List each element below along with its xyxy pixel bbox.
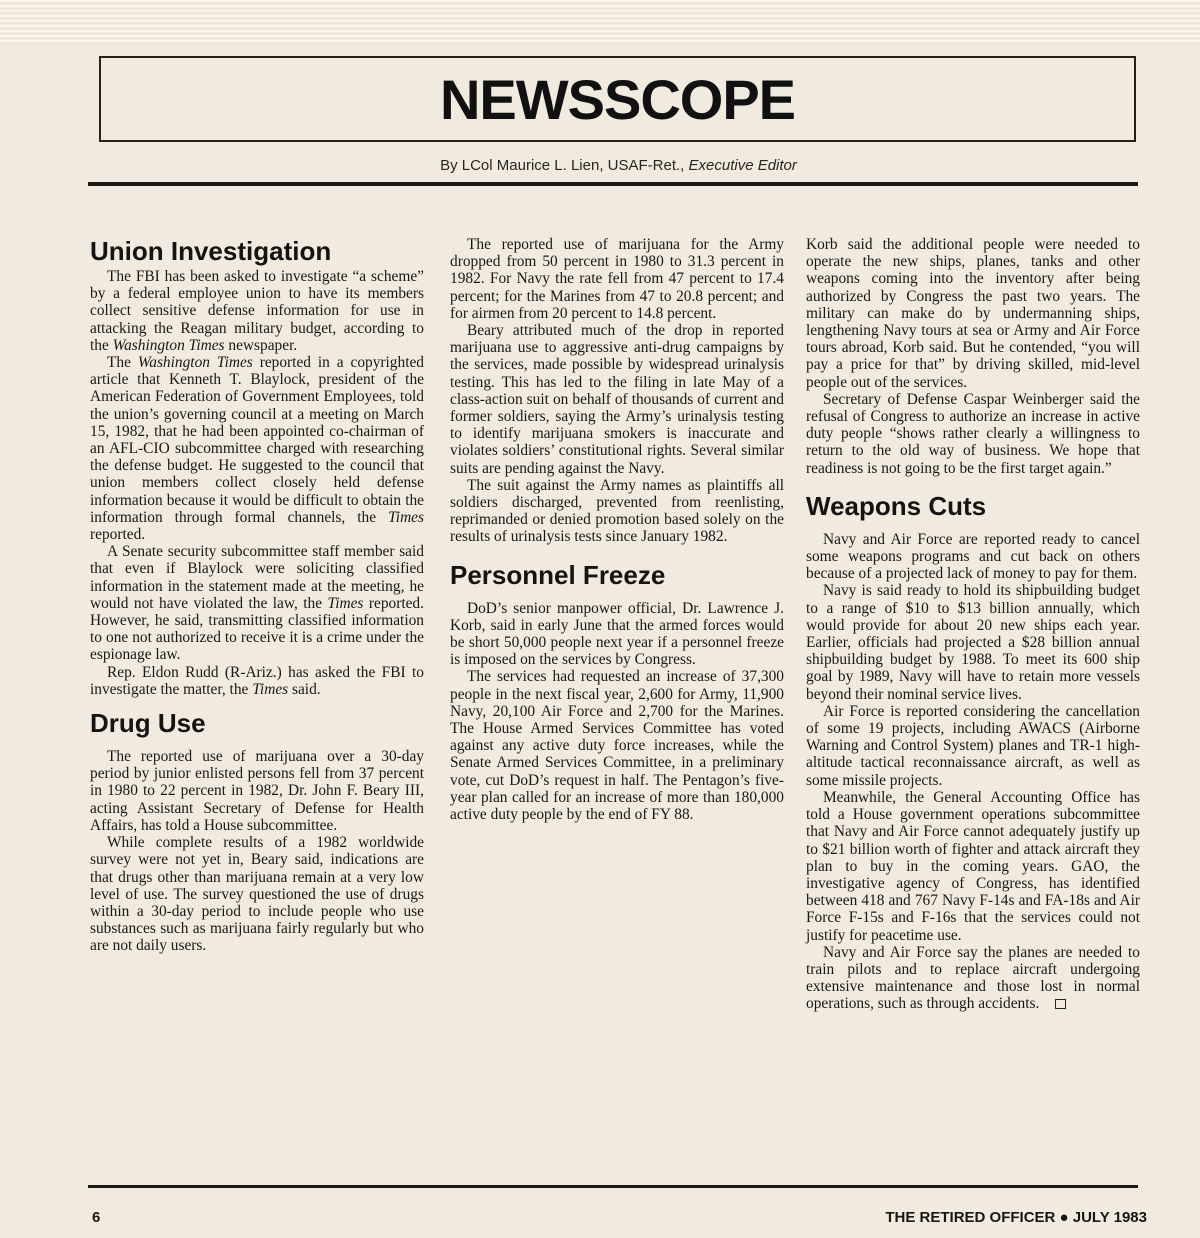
weapons-paragraph-3: Air Force is reported considering the cancellation of some 19 projects, including AWACS (Airborne Warning and Control System) planes and TR-1 high-altitude tactical reconnaissance aircraft, as well as some missile projects.: [806, 702, 1140, 789]
text: Rep. Eldon Rudd (R-Ariz.) has asked the FBI to investigate the matter, the: [90, 663, 424, 698]
heading-drug-use: Drug Use: [90, 708, 206, 739]
text: newspaper.: [224, 336, 298, 354]
personnel-paragraph-1: DoD’s senior manpower official, Dr. Lawrence J. Korb, said in early June that the armed forces would be short 50,000 people next year if a personnel freeze is imposed on the services by Congress.: [450, 599, 784, 669]
text: reported.: [90, 526, 146, 544]
byline: [0, 157, 1200, 174]
column-3: [806, 236, 1140, 1013]
drug-paragraph-1: The reported use of marijuana over a 30-day period by junior enlisted persons fell from 37 percent in 1980 to 22 percent in 1982, Dr. John F. Beary III, acting Assistant Secretary of Defense for Health Affairs, has told a House subcommittee.: [90, 748, 424, 834]
drug-paragraph-4: Beary attributed much of the drop in reported marijuana use to aggressive anti-drug campaigns by the services, made possible by widespread urinalysis testing. This has led to the filing in late May of a class-action suit on behalf of thousands of current and former soldiers, saying the Army’s urinalysis testing to identify marijuana smokers is inaccurate and violates soldiers’ constitutional rights. Several similar suits are pending against the Navy.: [450, 322, 784, 477]
union-paragraph-1: [90, 268, 424, 354]
text: reported. However, he said, transmitting classified information to one not authorized to receive it is a crime under the espionage law.: [90, 594, 424, 664]
weapons-paragraph-1: Navy and Air Force are reported ready to cancel some weapons programs and cut back on others because of a projected lack of money to pay for them.: [806, 530, 1140, 583]
top-rule: [88, 182, 1138, 186]
weapons-paragraph-5: [806, 944, 1140, 1013]
personnel-paragraph-4: Secretary of Defense Caspar Weinberger said the refusal of Congress to authorize an increase in active duty people “shows rather clearly a willingness to return to the old way of business. We hope that readiness is not going to be the first target again.”: [806, 390, 1140, 477]
heading-weapons-cuts: Weapons Cuts: [806, 490, 987, 521]
text-italic: Times: [252, 680, 289, 698]
page-number: 6: [92, 1209, 101, 1226]
column-2: [450, 236, 784, 823]
union-paragraph-4: [90, 664, 424, 698]
page-title: NEWSSCOPE: [439, 67, 796, 131]
union-paragraph-3: [90, 543, 424, 663]
union-paragraph-2: [90, 354, 424, 543]
personnel-paragraph-3-text: Korb said the additional people were needed to operate the new ships, planes, tanks and other weapons coming into the inventory after being authorized by Congress the past two years. The military can make do by undermanning ships, lengthening Navy tours at sea or Army and Air Force tours abroad, Korb said. But he contended, “you will pay a price for that” by driving skilled, mid-level people out of the services.: [806, 236, 1140, 391]
heading-union-investigation: Union Investigation: [90, 236, 332, 266]
text: The FBI has been asked to investigate “a scheme” by a federal employee union to have its members collect sensitive defense information for use in attacking the Reagan military budget, according to the: [90, 268, 424, 354]
footer-publication: THE RETIRED OFFICER ● JULY 1983: [885, 1209, 1147, 1226]
weapons-paragraph-4: Meanwhile, the General Accounting Office has told a House government operations subcommittee that Navy and Air Force cannot adequately justify up to $21 billion worth of fighter and attack aircraft they plan to buy in the coming years. GAO, the investigative agency of Congress, has identified between 418 and 767 Navy F-14s and FA-18s and Air Force F-15s and F-16s that the services could not justify for peacetime use.: [806, 788, 1140, 944]
text-italic: Washington Times: [137, 354, 253, 372]
text: said.: [288, 680, 321, 698]
personnel-paragraph-2: The services had requested an increase of 37,300 people in the next fiscal year, 2,600 for Army, 11,900 Navy, 20,100 Air Force and 2,700 for the Marines. The House Armed Services Committee has voted against any active duty force increases, while the Senate Armed Services Committee, in a preliminary vote, cut DoD’s request in half. The Pentagon’s five-year plan called for an increase of more than 180,000 active duty people by the end of FY 88.: [450, 668, 784, 824]
end-of-article-box-icon: [1055, 999, 1066, 1009]
byline-author: By LCol Maurice L. Lien, USAF-Ret.,: [440, 157, 689, 174]
bottom-rule: [88, 1185, 1138, 1188]
drug-paragraph-3: The reported use of marijuana for the Army dropped from 50 percent in 1980 to 31.3 percent in 1982. For Navy the rate fell from 47 percent to 17.4 percent; for the Marines from 47 to 20.8 percent; and for airmen from 20 percent to 14.8 percent.: [450, 236, 784, 322]
masthead-box: [99, 56, 1136, 142]
personnel-paragraph-3: [806, 236, 1140, 391]
weapons-paragraph-2: Navy is said ready to hold its shipbuilding budget to a range of $10 to $13 billion annually, which would provide for about 20 new ships each year. Earlier, officials had projected a $28 billion annual shipbuilding budget by 1988. To meet its 600 ship goal by 1989, Navy will have to retain more vessels beyond their nominal service lives.: [806, 582, 1140, 703]
text-italic: Times: [327, 594, 364, 612]
text: The: [107, 354, 138, 372]
text-italic: Times: [388, 508, 424, 526]
text: Navy and Air Force say the planes are needed to train pilots and to replace aircraft undergoing extensive maintenance and those lost in normal operations, such as through accidents.: [806, 943, 1140, 1013]
top-paper-edge: [0, 0, 1200, 44]
text: A Senate security subcommittee staff member said that even if Blaylock were soliciting classified information in the statement made at the meeting, he would not have violated the law, the: [90, 543, 424, 612]
heading-personnel-freeze: Personnel Freeze: [450, 559, 666, 590]
text-italic: Washington Times: [112, 336, 225, 354]
byline-role: Executive Editor: [688, 157, 797, 174]
text: reported in a copyrighted article that Kenneth T. Blaylock, president of the American Federation of Government Employees, told the union’s governing council at a meeting on March 15, 1982, that he had been appointed co-chairman of an AFL-CIO subcommittee charged with researching the defense budget. He suggested to the council that union members collect closely held defense information because it would be difficult to obtain the information through formal channels, the: [90, 354, 425, 526]
drug-paragraph-5: The suit against the Army names as plaintiffs all soldiers discharged, prevented from reenlisting, reprimanded or denied promotion based solely on the results of urinalysis tests since January 1982.: [450, 476, 784, 546]
drug-paragraph-2: While complete results of a 1982 worldwide survey were not yet in, Beary said, indications are that drugs other than marijuana remain at a very low level of use. The survey questioned the use of drugs within a 30-day period to include people who use substances such as marijuana fairly regularly but who are not daily users.: [90, 834, 424, 955]
column-1: [90, 236, 424, 955]
